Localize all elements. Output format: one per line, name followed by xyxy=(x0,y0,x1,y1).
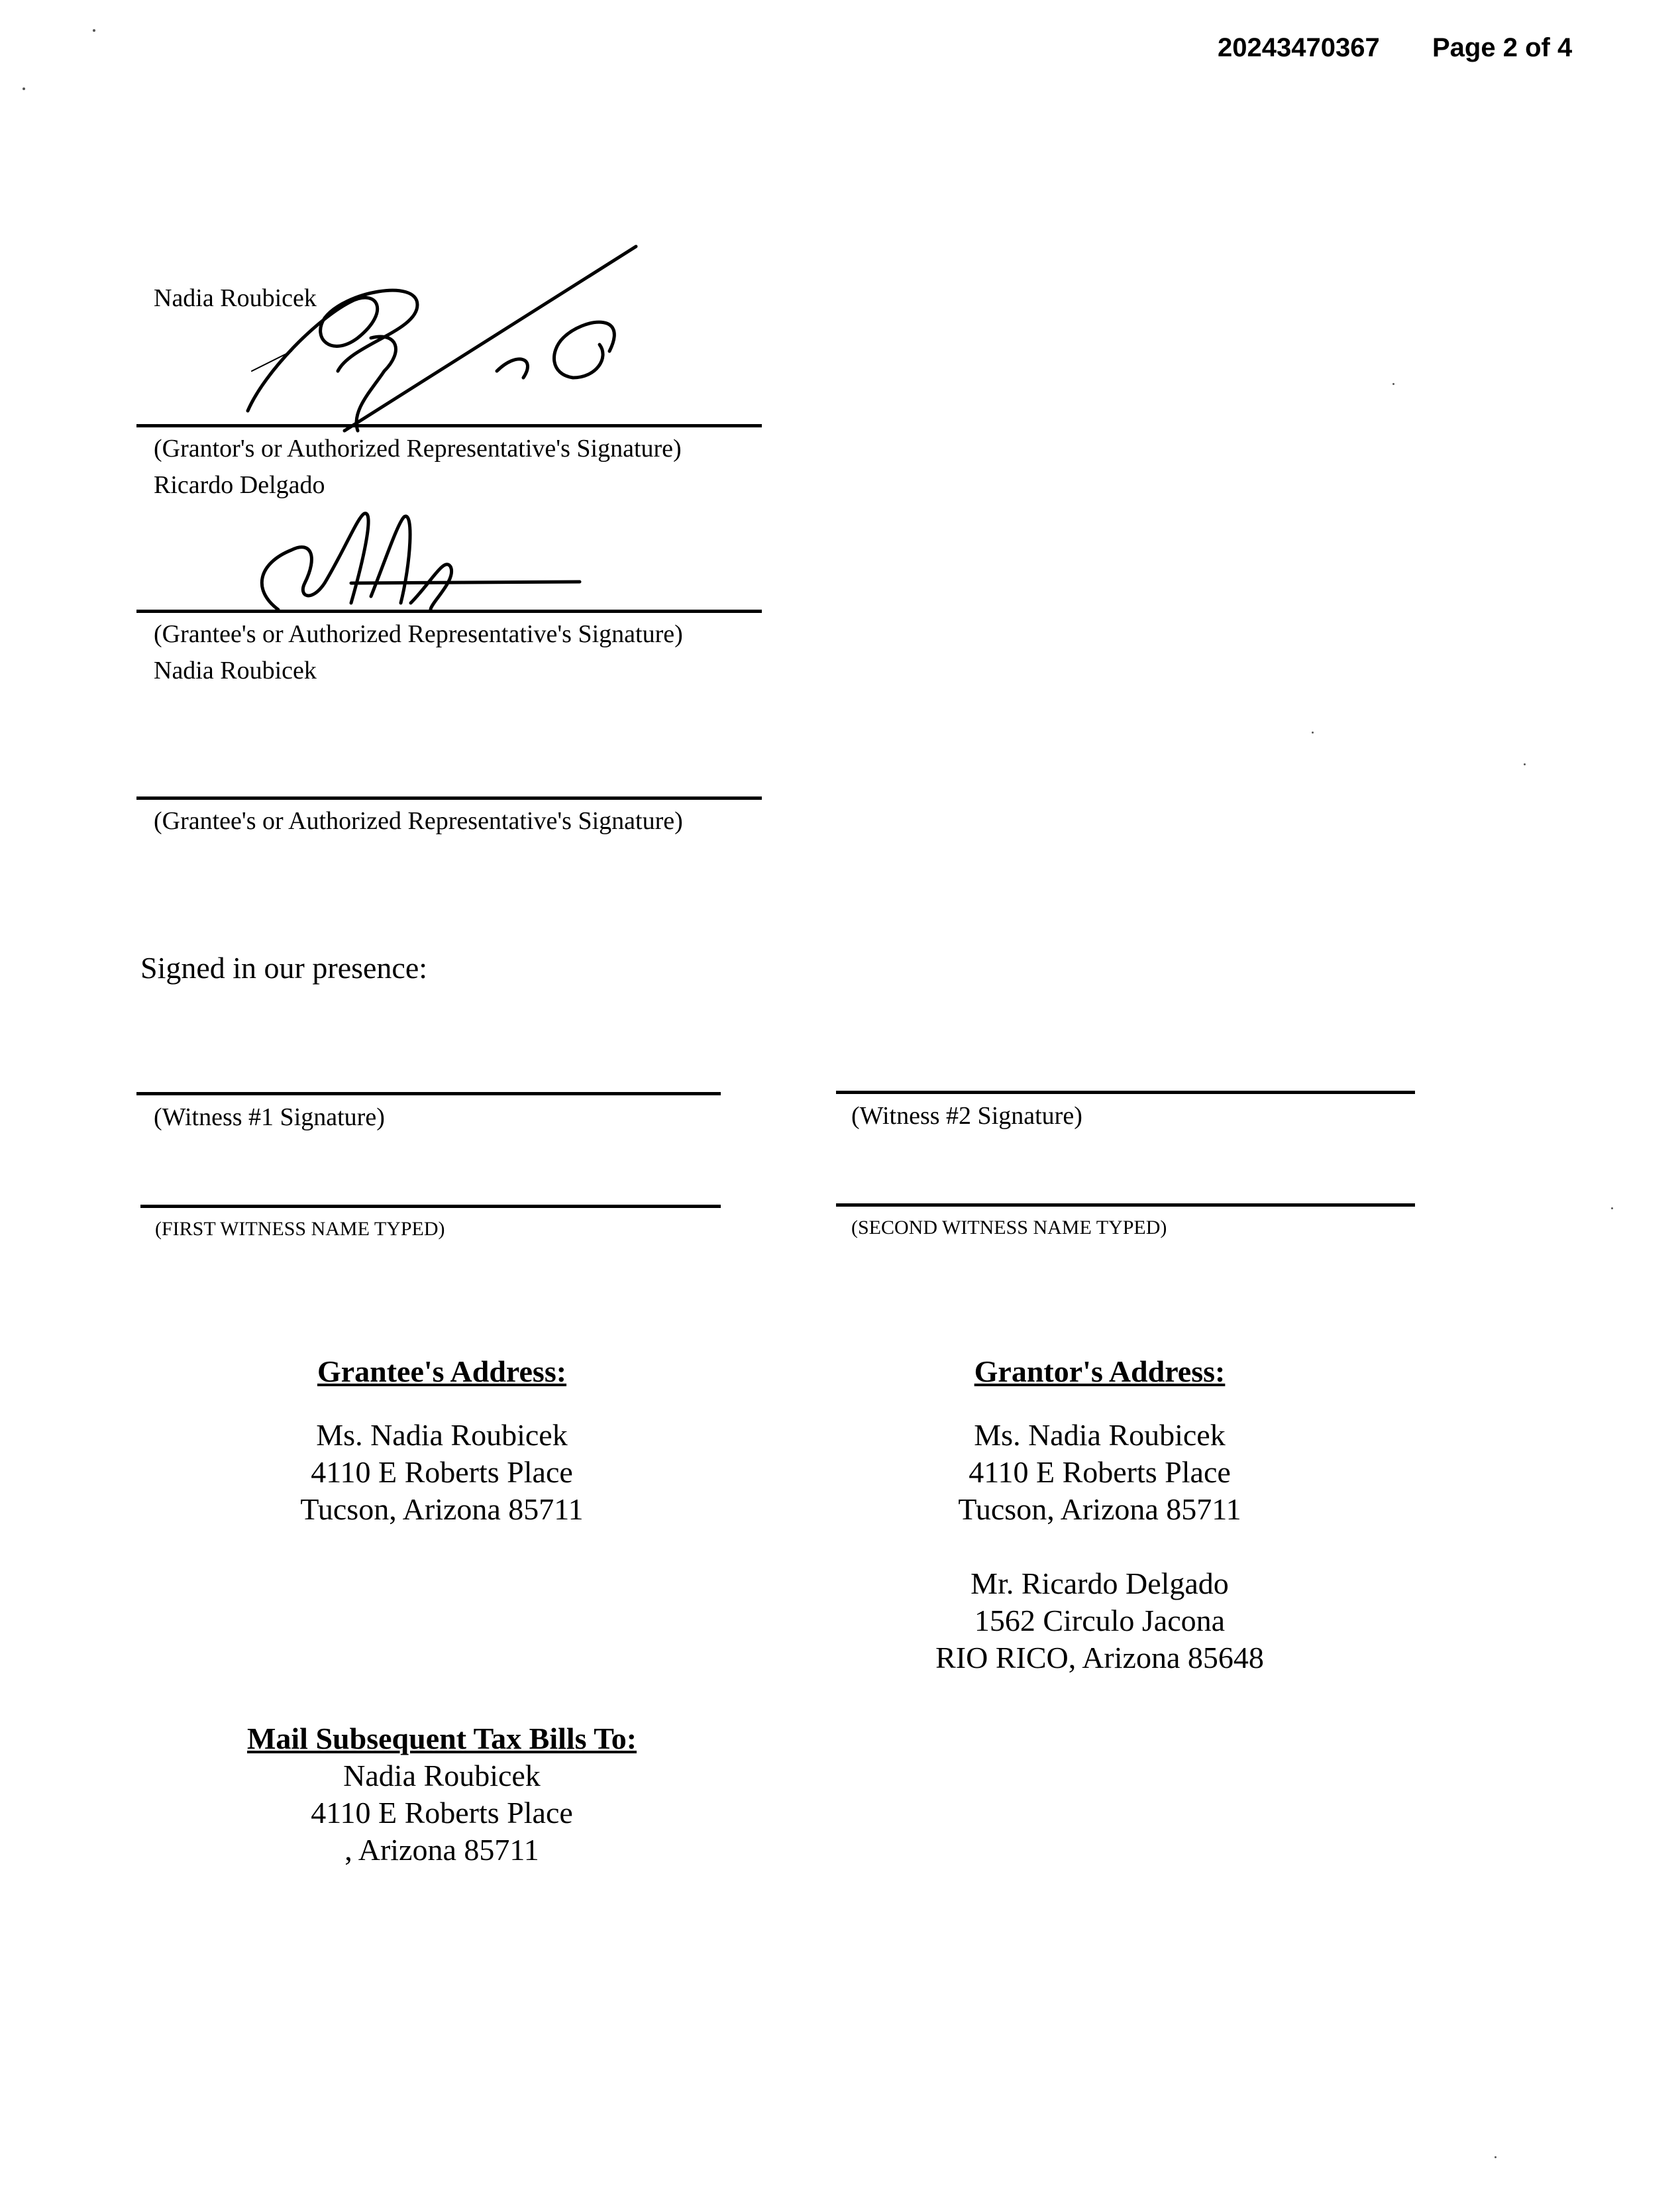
scan-speck xyxy=(1524,763,1526,765)
scan-speck xyxy=(23,87,25,90)
witness2-signature-caption: (Witness #2 Signature) xyxy=(851,1102,1082,1130)
grantor-signature-caption: (Grantor's or Authorized Representative's Signature) xyxy=(154,435,682,463)
scan-speck xyxy=(93,29,95,32)
witness2-name-line xyxy=(836,1203,1415,1207)
scan-speck xyxy=(1611,1207,1613,1209)
signature-line-3 xyxy=(136,796,762,800)
witness2-name-caption: (SECOND WITNESS NAME TYPED) xyxy=(851,1217,1167,1238)
grantor-printed-name: Nadia Roubicek xyxy=(154,284,317,312)
grantor-address-line: Tucson, Arizona 85711 xyxy=(958,1492,1241,1526)
grantor-address-line: Mr. Ricardo Delgado xyxy=(971,1566,1229,1600)
grantee-address-heading: Grantee's Address: xyxy=(317,1354,567,1388)
tax-bills-address-line: , Arizona 85711 xyxy=(344,1833,539,1867)
document-number: 20243470367 xyxy=(1218,33,1380,62)
witness1-name-line xyxy=(140,1205,721,1208)
grantee-address-line: Tucson, Arizona 85711 xyxy=(300,1492,584,1526)
witness1-name-caption: (FIRST WITNESS NAME TYPED) xyxy=(155,1218,445,1240)
grantor-address-heading: Grantor's Address: xyxy=(974,1354,1226,1388)
grantor-address-line: 4110 E Roberts Place xyxy=(969,1455,1231,1489)
scan-speck xyxy=(1392,383,1394,385)
tax-bills-address-line: Nadia Roubicek xyxy=(343,1759,541,1792)
tax-bills-heading: Mail Subsequent Tax Bills To: xyxy=(246,1722,637,1755)
grantee-signature-caption-2: (Grantee's or Authorized Representative's Signature) xyxy=(154,807,683,835)
scan-speck xyxy=(1312,732,1314,734)
grantor-signature-mark xyxy=(238,239,662,437)
grantor-address-block xyxy=(901,1353,1298,1676)
signature-line-1 xyxy=(136,424,762,427)
grantor-address-line: RIO RICO, Arizona 85648 xyxy=(935,1641,1264,1674)
signed-in-presence-text: Signed in our presence: xyxy=(140,951,428,985)
witness1-signature-line xyxy=(136,1092,721,1095)
grantor-address-line: Ms. Nadia Roubicek xyxy=(974,1418,1226,1452)
tax-bills-address-line: 4110 E Roberts Place xyxy=(311,1796,573,1830)
signature-line-2 xyxy=(136,610,762,613)
scan-speck xyxy=(1495,2156,1496,2158)
page-number: Page 2 of 4 xyxy=(1432,33,1573,62)
witness1-signature-caption: (Witness #1 Signature) xyxy=(154,1103,385,1131)
tax-bills-block xyxy=(210,1720,674,1869)
grantee-signature-caption-1: (Grantee's or Authorized Representative's Signature) xyxy=(154,620,683,648)
grantee-printed-name-2: Nadia Roubicek xyxy=(154,657,317,685)
grantee-signature-mark xyxy=(232,504,590,616)
grantee-address-line: 4110 E Roberts Place xyxy=(311,1455,573,1489)
grantor-address-line: 1562 Circulo Jacona xyxy=(974,1604,1226,1637)
witness2-signature-line xyxy=(836,1091,1415,1094)
grantee-address-line: Ms. Nadia Roubicek xyxy=(316,1418,568,1452)
grantee-printed-name-1: Ricardo Delgado xyxy=(154,471,325,499)
grantee-address-block xyxy=(243,1353,641,1528)
